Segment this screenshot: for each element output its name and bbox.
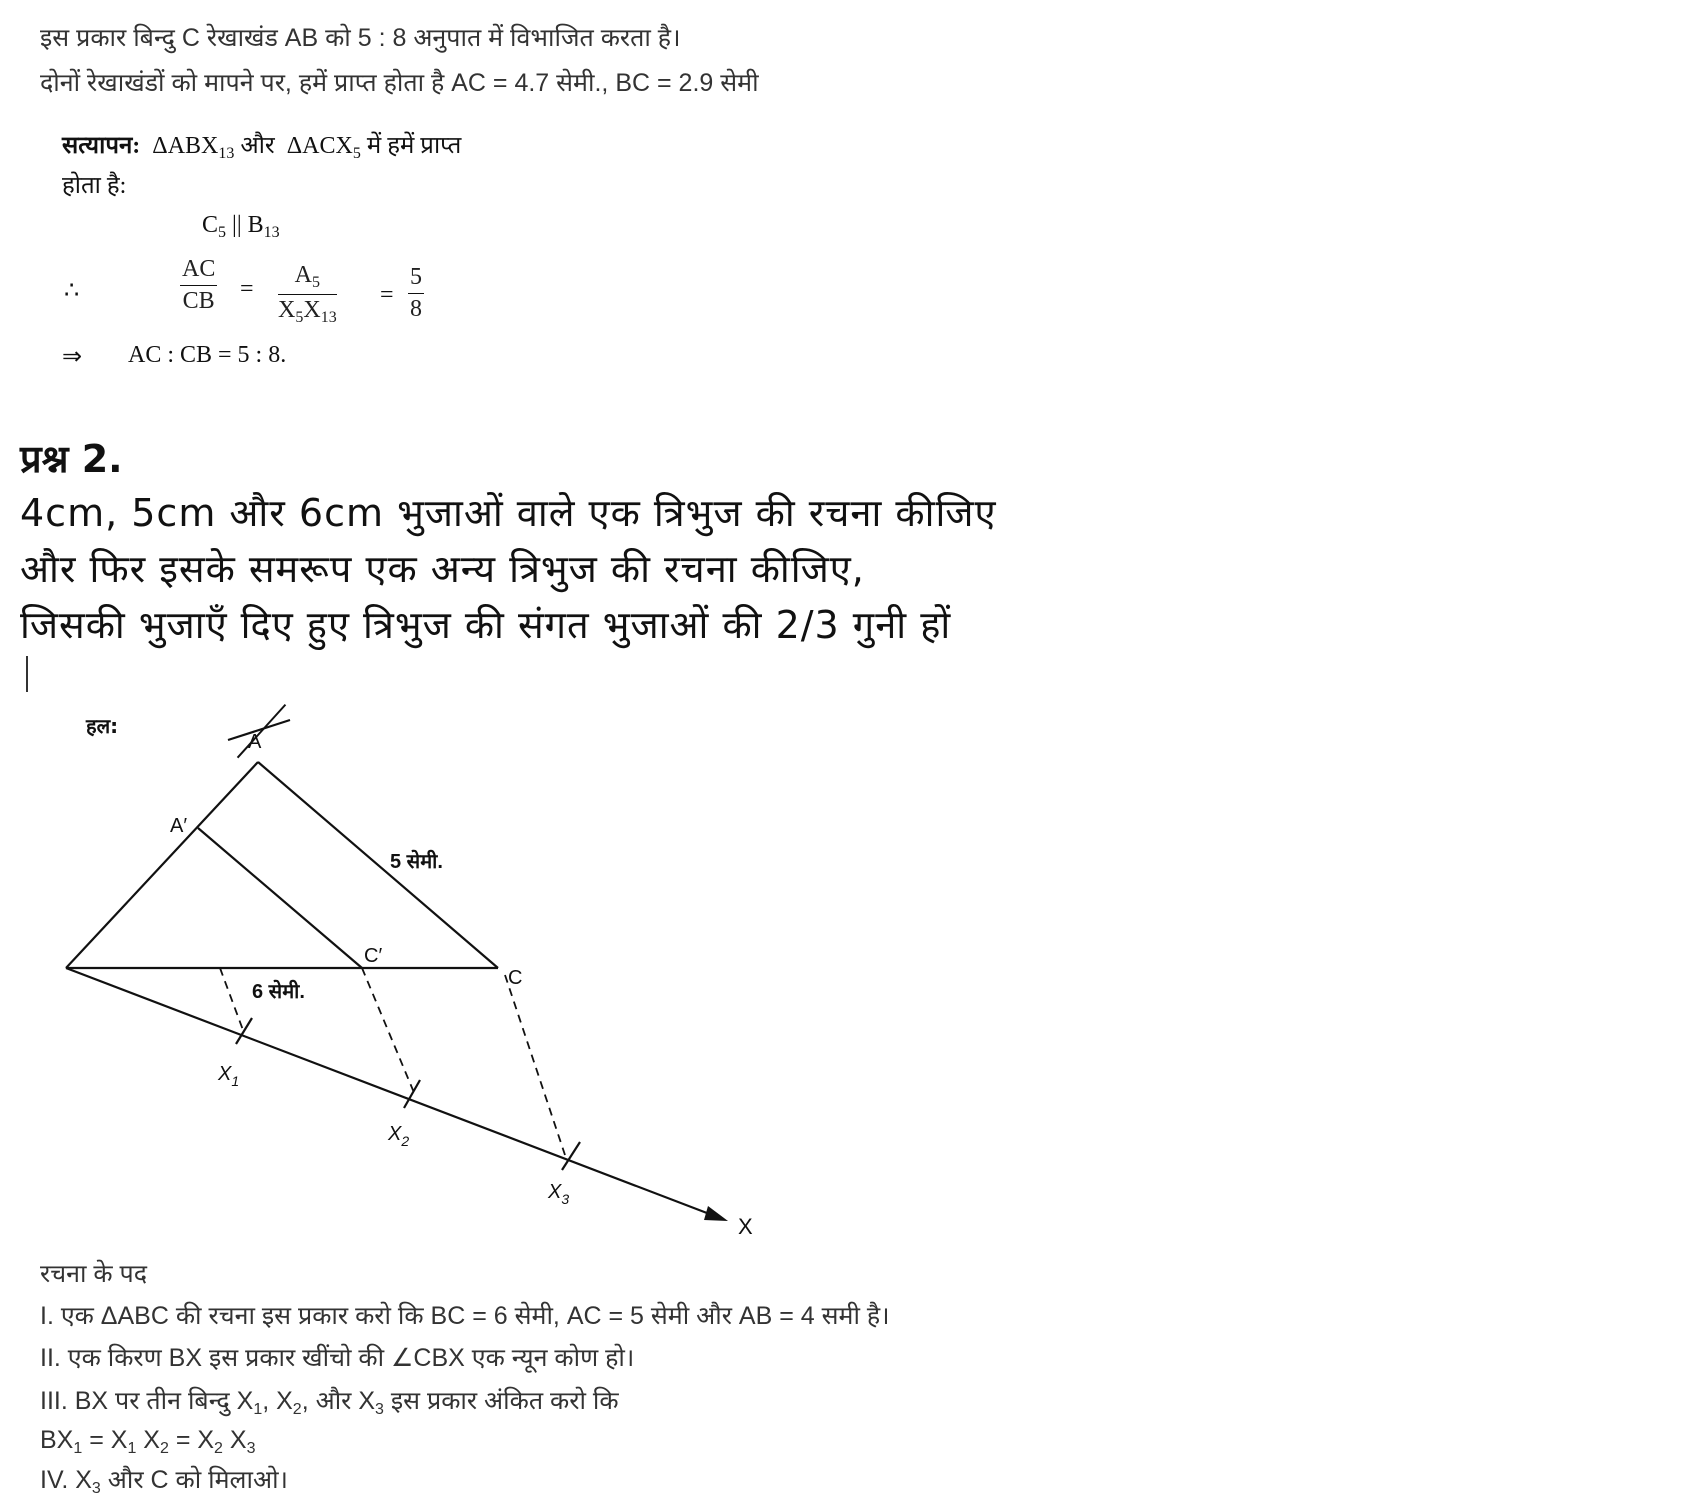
fraction-5-8: $\frac{5}{8}$	[410, 264, 422, 322]
parallel-statement: $C_5$ || $B_{13}$	[202, 212, 280, 241]
question-line-3: जिसकी भुजाएँ दिए हुए त्रिभुज की संगत भुजाओं की 2/3 गुनी हों	[20, 603, 952, 647]
equals-sign-2: =	[380, 282, 394, 308]
label-x2: $X_2$	[388, 1123, 410, 1149]
dashed-c-prime-x2	[362, 968, 415, 1095]
label-c: C	[508, 967, 523, 989]
label-a: A	[248, 731, 262, 753]
intro-line-2: दोनों रेखाखंडों को मापने पर, हमें प्राप्त होता है AC = 4.7 सेमी., BC = 2.9 सेमी	[40, 69, 759, 97]
question-heading: प्रश्न 2.	[20, 437, 123, 481]
label-c-prime: C′	[364, 945, 383, 967]
steps-heading: रचना के पद	[40, 1260, 148, 1288]
ratio-result: AC : CB = 5 : 8.	[128, 342, 287, 368]
step-2: II. एक किरण BX इस प्रकार खींचो की ∠CBX एक न्यून कोण हो।	[40, 1344, 635, 1372]
label-5cm: 5 सेमी.	[390, 851, 443, 873]
side-ac	[258, 762, 498, 968]
fraction-a5-x5x13: $\frac{A_5}{X_5X_{13}}$	[278, 262, 337, 326]
ray-bx	[66, 968, 720, 1218]
label-6cm: 6 सेमी.	[252, 981, 305, 1003]
tick-x1	[236, 1018, 252, 1044]
tick-x2	[404, 1080, 420, 1108]
question-line-2: और फिर इसके समरूप एक अन्य त्रिभुज की रचना कीजिए,	[20, 547, 865, 591]
line-b-to-a	[66, 762, 258, 968]
label-x3: $X_3$	[548, 1181, 570, 1207]
step-3-equation: $BX_1 = X_1$ $X_2 = X_2$ $X_3$	[40, 1426, 256, 1457]
label-x1: $X_1$	[218, 1063, 240, 1089]
label-a-prime: A′	[170, 815, 188, 837]
triangle-abx13: $\Delta ABX_{13}$	[152, 133, 235, 162]
dashed-x1-line	[220, 968, 243, 1030]
dashed-c-x3	[505, 975, 565, 1155]
side-a-prime-c-prime	[198, 828, 362, 968]
verification-line-2: होता है:	[62, 173, 127, 199]
and-word: और	[240, 133, 275, 159]
verification-label: सत्यापन:	[62, 133, 141, 159]
step-1: I. एक ΔABC की रचना इस प्रकार करो कि BC = 6 सेमी, AC = 5 सेमी और AB = 4 समी है।	[40, 1302, 890, 1330]
equals-sign-1: =	[240, 276, 254, 302]
arrow-head-x	[704, 1206, 728, 1221]
step-4: IV. $X_3$ और C को मिलाओ।	[40, 1466, 289, 1497]
step-3: III. BX पर तीन बिन्दु $X_1$, $X_2$, और $X_3$ इस प्रकार अंकित करो कि	[40, 1387, 619, 1418]
verification-tail: में हमें प्राप्त	[366, 133, 462, 159]
tick-x3	[562, 1142, 580, 1170]
label-x: X	[738, 1214, 753, 1239]
therefore-symbol: ∴	[64, 278, 80, 304]
implies-symbol: ⇒	[62, 344, 83, 370]
triangle-acx5: $\Delta ACX_5$	[286, 133, 361, 162]
question-line-1: 4cm, 5cm और 6cm भुजाओं वाले एक त्रिभुज की रचना कीजिए	[20, 491, 997, 535]
intro-line-1: इस प्रकार बिन्दु C रेखाखंड AB को 5 : 8 अनुपात में विभाजित करता है।	[40, 24, 681, 52]
arc-at-a	[227, 705, 297, 758]
solution-label: हल:	[86, 714, 119, 738]
fraction-ac-cb: $\frac{AC}{CB}$	[182, 256, 216, 314]
